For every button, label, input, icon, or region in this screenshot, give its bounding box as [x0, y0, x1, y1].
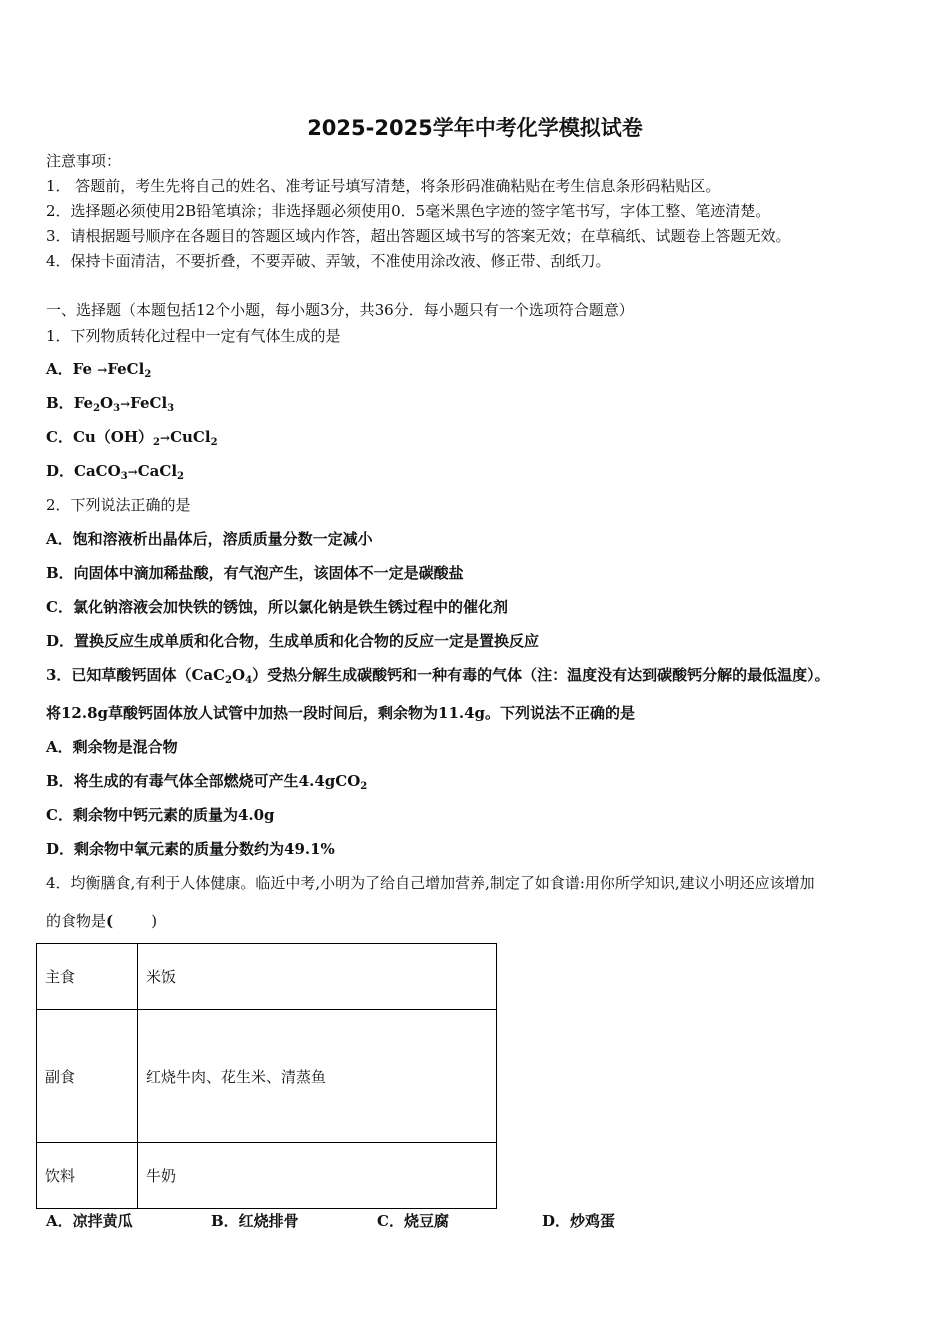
page-title: 2025-2025学年中考化学模拟试卷 [307, 116, 643, 140]
q3-option-b: B．将生成的有毒气体全部燃烧可产生4.4gCO$_2$ [46, 772, 368, 792]
table-row [37, 944, 497, 1010]
notice-item-2: 2．选择题必须使用2B铅笔填涂；非选择题必须使用0．5毫米黑色字迹的签字笔书写，字体工整、笔迹清楚。 [46, 202, 771, 220]
q4-stem-line-2: 的食物是( ) [46, 912, 158, 930]
q3-option-c: C．剩余物中钙元素的质量为4.0g [46, 806, 275, 824]
notice-item-1: 1． 答题前，考生先将自己的姓名、准考证号填写清楚，将条形码准确粘贴在考生信息条形码粘贴区。 [46, 177, 721, 195]
table-row [37, 1143, 497, 1209]
q3-stem-line-2: 将12.8g草酸钙固体放人试管中加热一段时间后，剩余物为11.4g。下列说法不正确的是 [46, 704, 636, 722]
table-cell-key: 副食 [37, 1010, 138, 1143]
q3-option-d: D．剩余物中氧元素的质量分数约为49.1% [46, 840, 335, 858]
q1-option-a: A．Fe →FeCl$_2$ [46, 360, 152, 380]
table-cell-value: 红烧牛肉、花生米、清蒸鱼 [138, 1010, 497, 1143]
q2-option-b: B．向固体中滴加稀盐酸，有气泡产生，该固体不一定是碳酸盐 [46, 564, 464, 582]
q4-stem-line-1: 4．均衡膳食,有利于人体健康。临近中考,小明为了给自己增加营养,制定了如食谱:用你所学知识,建议小明还应该增加 [46, 874, 815, 892]
table-row [37, 1010, 497, 1143]
q2-option-d: D．置换反应生成单质和化合物，生成单质和化合物的反应一定是置换反应 [46, 632, 540, 650]
q1-stem: 1．下列物质转化过程中一定有气体生成的是 [46, 327, 341, 345]
table-cell-key: 饮料 [37, 1143, 138, 1209]
q2-option-a: A．饱和溶液析出晶体后，溶质质量分数一定减小 [46, 530, 373, 548]
q3-stem-line-1: 3．已知草酸钙固体$(CaC_2O_4)$受热分解生成碳酸钙和一种有毒的气体（注：温度没有达到碳酸钙分解的最低温度）。 [46, 666, 830, 686]
q4-option-a: A．凉拌黄瓜 [46, 1212, 133, 1230]
q2-option-c: C．氯化钠溶液会加快铁的锈蚀，所以氯化钠是铁生锈过程中的催化剂 [46, 598, 508, 616]
menu-table [36, 943, 497, 1209]
notice-heading: 注意事项： [46, 152, 122, 170]
notice-item-3: 3．请根据题号顺序在各题目的答题区域内作答，超出答题区域书写的答案无效；在草稿纸、试题卷上答题无效。 [46, 227, 791, 245]
q1-option-b: B．$Fe_2O_3\to FeCl_3$ [46, 394, 175, 414]
q2-stem: 2．下列说法正确的是 [46, 496, 191, 514]
q1-option-d: D．CaCO$_3$→CaCl$_2$ [46, 462, 184, 482]
q1-option-c: C．$Cu(OH)_2\to CuCl_2$ [46, 428, 218, 448]
table-cell-value: 米饭 [138, 944, 497, 1010]
table-cell-value: 牛奶 [138, 1143, 497, 1209]
table-cell-key: 主食 [37, 944, 138, 1010]
q3-option-a: A．剩余物是混合物 [46, 738, 178, 756]
q4-option-b: B．红烧排骨 [211, 1212, 299, 1230]
q4-option-c: C．烧豆腐 [377, 1212, 449, 1230]
section-heading: 一、选择题（本题包括12个小题，每小题3分，共36分．每小题只有一个选项符合题意） [46, 301, 634, 319]
q4-option-d: D．炒鸡蛋 [542, 1212, 616, 1230]
notice-item-4: 4．保持卡面清洁，不要折叠，不要弄破、弄皱，不准使用涂改液、修正带、刮纸刀。 [46, 252, 611, 270]
